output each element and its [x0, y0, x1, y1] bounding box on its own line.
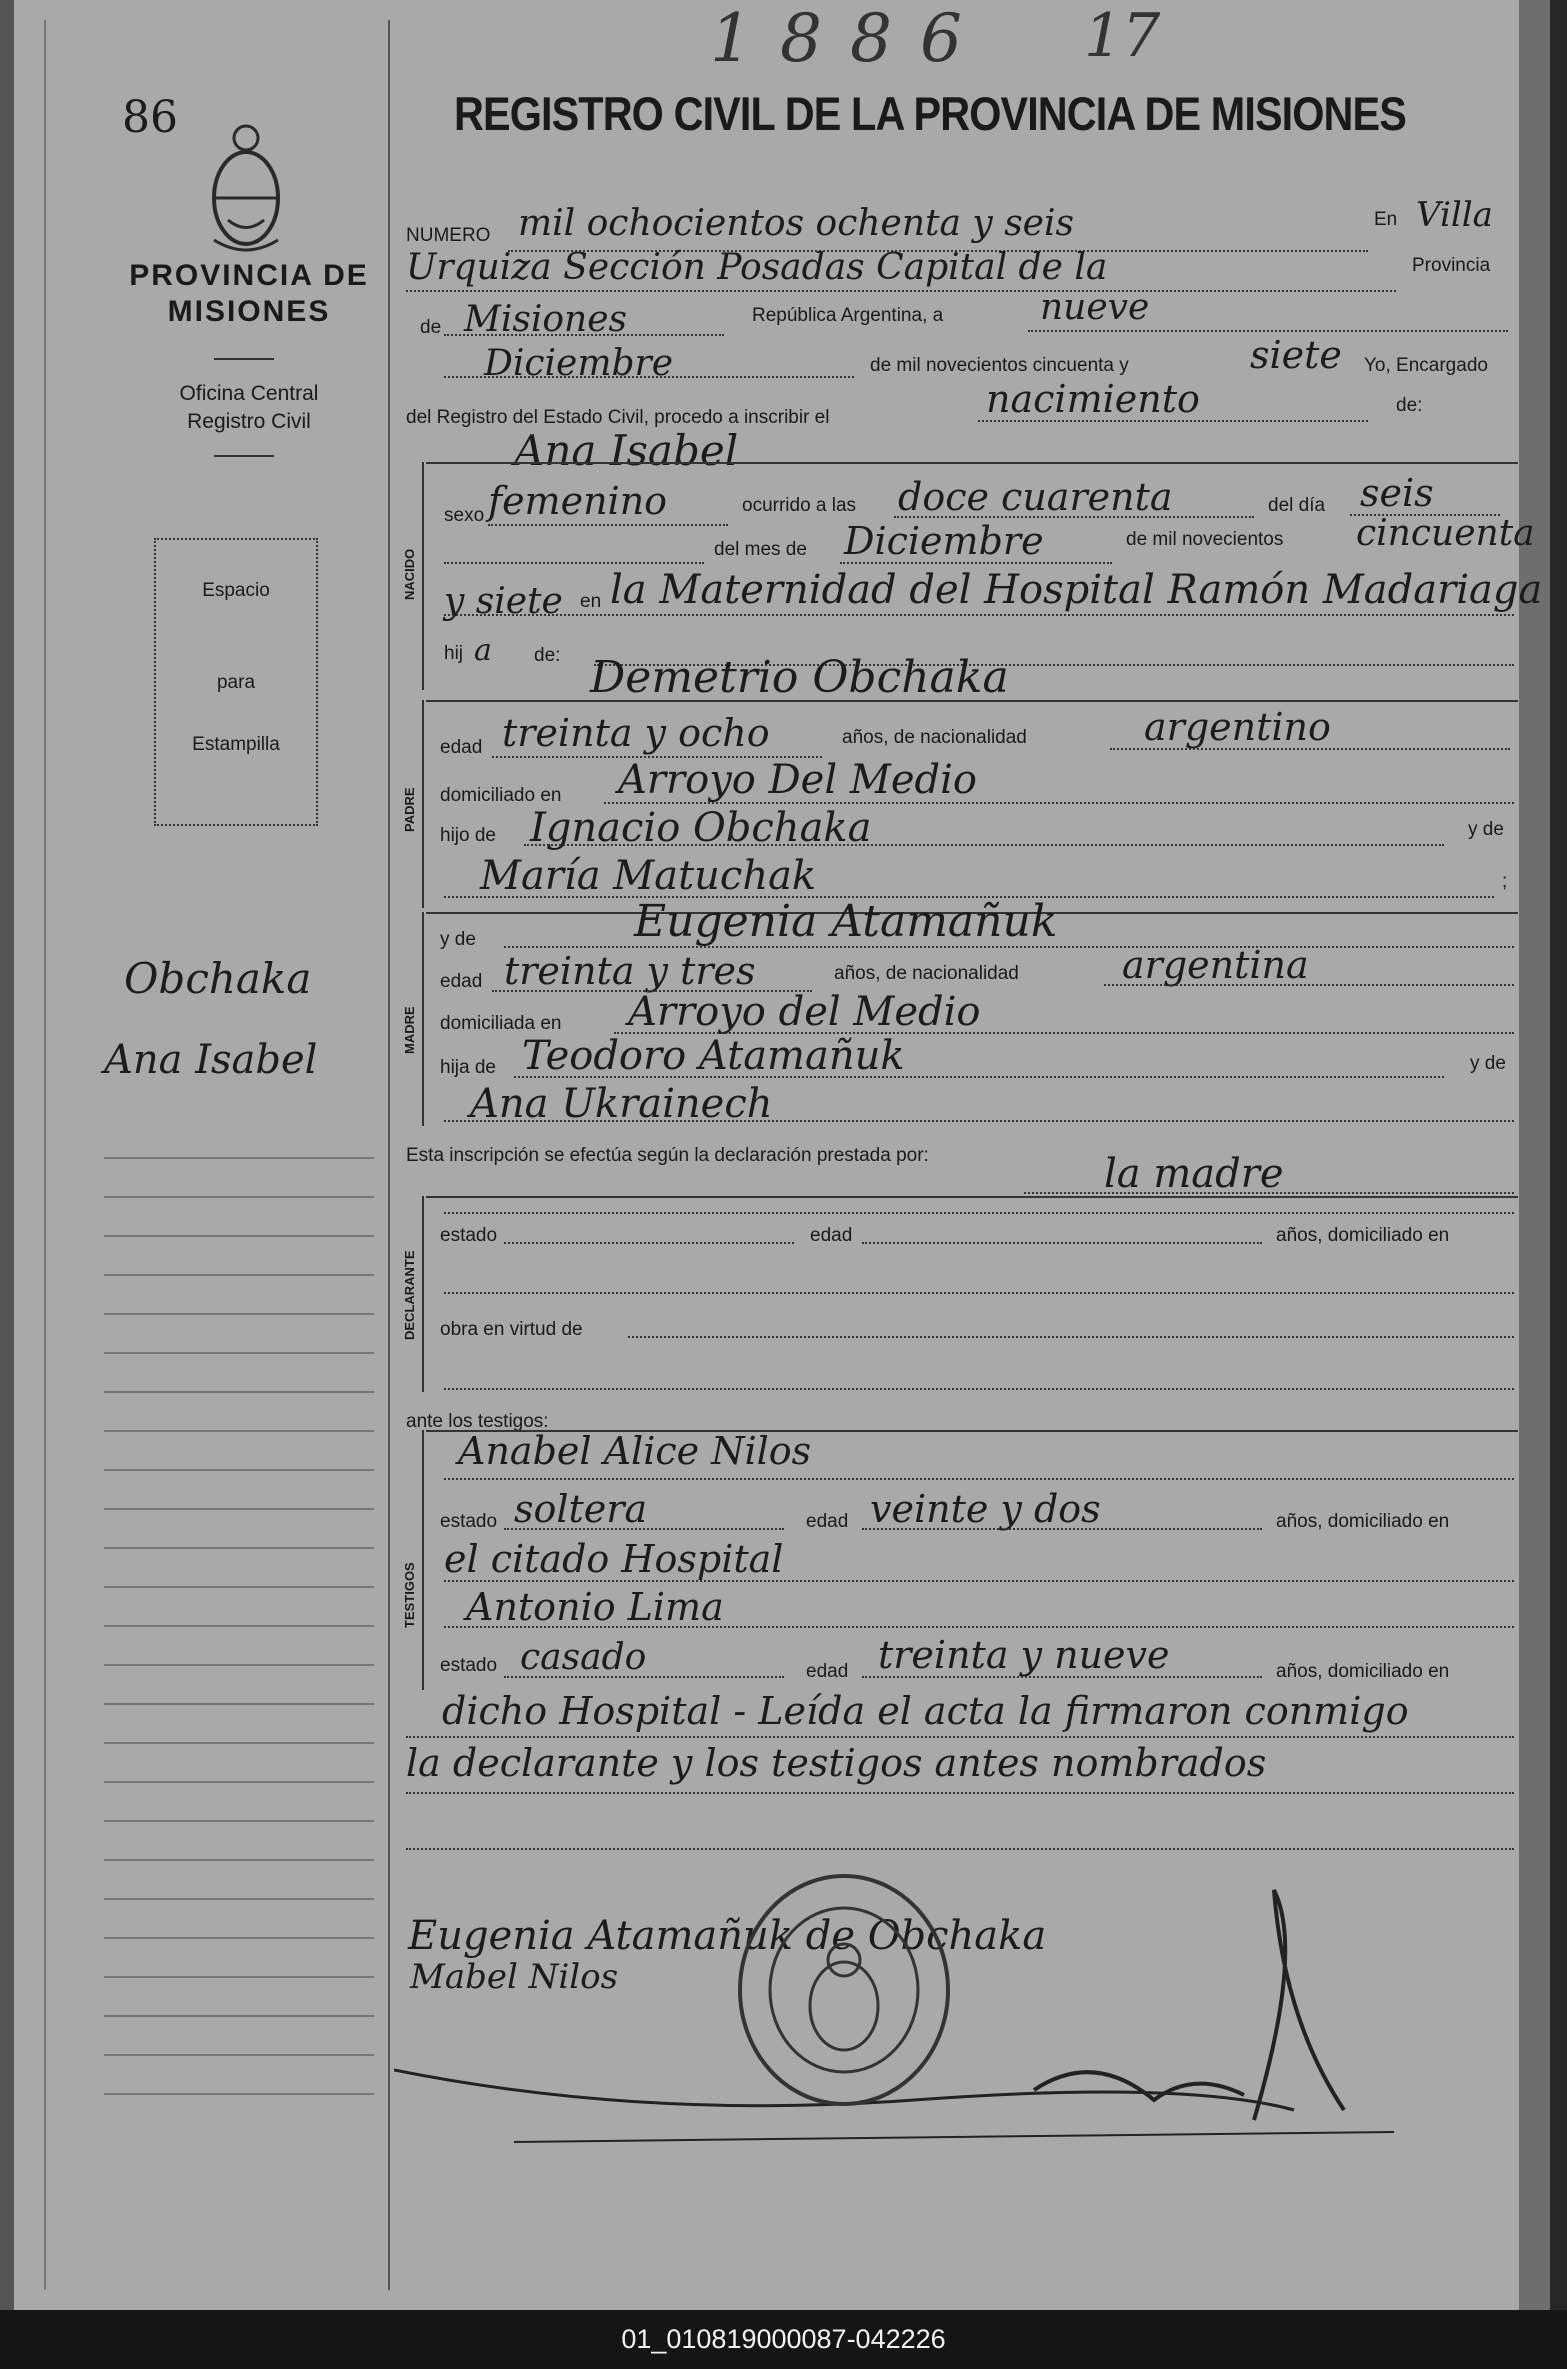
- declarante-section-label: DECLARANTE: [402, 1250, 417, 1340]
- nacido-bracket: [422, 462, 424, 690]
- de-label: de: [420, 317, 442, 338]
- del-dia-label: del día: [1268, 495, 1326, 516]
- margin-note-surname: Obchaka: [124, 954, 312, 1003]
- nacido-section-label: NACIDO: [402, 548, 417, 600]
- declaracion-line: [1024, 1192, 1514, 1194]
- declarante-obra-label: obra en virtud de: [440, 1319, 583, 1340]
- witness2-estado-line: [504, 1676, 784, 1678]
- madre-edad-label: edad: [440, 971, 483, 992]
- declarante-edad-line: [862, 1242, 1262, 1244]
- mes-line: [840, 562, 1112, 564]
- padre-hijo-de-label: hijo de: [440, 825, 496, 846]
- blank-rule-1: [406, 1848, 1514, 1850]
- declarante-obra-line-2: [444, 1388, 1514, 1390]
- closing-line1: dicho Hospital - Leída el acta la firmaron conmigo: [442, 1689, 1409, 1733]
- stamp-line3: Estampilla: [192, 734, 280, 755]
- declarante-estado-label: estado: [440, 1225, 498, 1246]
- witness2-edad: treinta y nueve: [878, 1633, 1170, 1677]
- witness1-domicilio: el citado Hospital: [444, 1537, 784, 1581]
- stamp-line2: para: [216, 672, 256, 693]
- madre-domicilio-value: Arroyo del Medio: [628, 989, 981, 1035]
- sexo-value: femenino: [488, 479, 668, 523]
- page-edge: [1519, 0, 1550, 2310]
- madre-father-value: Teodoro Atamañuk: [522, 1033, 905, 1079]
- madre-nacionalidad-line: [1104, 984, 1514, 986]
- act-line: [978, 420, 1368, 422]
- witness1-edad-line: [862, 1528, 1262, 1530]
- witness1-estado-label: estado: [440, 1511, 498, 1532]
- padre-nacionalidad-line: [1110, 748, 1510, 750]
- madre-domicilio-label: domiciliada en: [440, 1013, 562, 1034]
- witness1-name-line: [444, 1478, 1514, 1480]
- declaracion-text: Esta inscripción se efectúa según la declaración prestada por:: [406, 1145, 929, 1166]
- witness1-domicilio-label: años, domiciliado en: [1276, 1511, 1450, 1532]
- testigos-section-label: TESTIGOS: [402, 1562, 417, 1628]
- numero-value: mil ochocientos ochenta y seis: [518, 203, 1074, 244]
- witness2-name-line: [444, 1626, 1514, 1628]
- padre-nacionalidad-value: argentino: [1144, 705, 1331, 749]
- declaracion-value: la madre: [1104, 1151, 1284, 1197]
- year-label: de mil novecientos cincuenta y: [870, 355, 1129, 376]
- hora-line: [894, 516, 1254, 518]
- sidebar-rule-2: [214, 455, 274, 457]
- stamp-line1: Espacio: [202, 580, 270, 601]
- province-value: Misiones: [464, 299, 628, 340]
- sidebar-rule: [214, 358, 274, 360]
- dia-value: seis: [1360, 471, 1434, 515]
- padre-edad-label: edad: [440, 737, 483, 758]
- madre-edad-value: treinta y tres: [504, 949, 756, 993]
- witness2-estado: casado: [520, 1637, 647, 1678]
- declarante-edad-label: edad: [810, 1225, 853, 1246]
- madre-mother-line: [444, 1120, 1514, 1122]
- record-annotation: 17: [1084, 1, 1161, 71]
- sidebar-ruled-lines: [104, 1120, 374, 2120]
- hijo-value: a: [474, 633, 492, 668]
- en-label: En: [1374, 209, 1398, 230]
- province-line2: MISIONES: [167, 295, 331, 328]
- locality-value: Urquiza Sección Posadas Capital de la: [406, 247, 1108, 288]
- witness1-estado: soltera: [514, 1487, 648, 1531]
- padre-y-de-label: y de: [1468, 819, 1504, 840]
- nacido-top-rule: [426, 462, 1518, 464]
- witness2-edad-line: [862, 1676, 1262, 1678]
- image-id-footer: 01_010819000087-042226: [0, 2310, 1567, 2369]
- sidebar-divider: [388, 20, 390, 2290]
- registro-label: del Registro del Estado Civil, procedo a inscribir el: [406, 407, 830, 428]
- day-line: [1028, 330, 1508, 332]
- office-heading: [134, 380, 364, 436]
- anio-label: de mil novecientos: [1126, 529, 1284, 550]
- folio-number: 86: [122, 92, 178, 143]
- madre-hija-de-label: hija de: [440, 1057, 496, 1078]
- declarante-estado-line: [504, 1242, 794, 1244]
- declarante-domicilio-label: años, domiciliado en: [1276, 1225, 1450, 1246]
- de-colon: de:: [1396, 395, 1423, 416]
- sexo-line: [488, 524, 728, 526]
- witness1-name: Anabel Alice Nilos: [458, 1429, 812, 1473]
- testigos-ante-label: ante los testigos:: [406, 1411, 549, 1432]
- padre-top-rule: [426, 700, 1518, 702]
- declarante-top-rule: [426, 1196, 1518, 1198]
- madre-nacionalidad-value: argentina: [1122, 943, 1309, 987]
- office-line1: Oficina Central: [179, 382, 319, 405]
- madre-y-de2-label: y de: [1470, 1053, 1506, 1074]
- provincia-label: Provincia: [1412, 255, 1491, 276]
- month-line: [444, 376, 854, 378]
- witness1-estado-line: [504, 1528, 784, 1530]
- mes-lead-line: [444, 562, 704, 564]
- office-line2: Registro Civil: [187, 410, 311, 433]
- padre-nacionalidad-label: años, de nacionalidad: [842, 727, 1027, 748]
- anio-value2: y siete: [444, 581, 563, 622]
- padre-edad-value: treinta y ocho: [502, 711, 770, 755]
- month-value: Diciembre: [484, 343, 674, 384]
- witness2-edad-label: edad: [806, 1661, 849, 1682]
- signature-witness: Mabel Nilos: [410, 1957, 619, 1997]
- province-line1: PROVINCIA DE: [129, 259, 369, 292]
- madre-father-line: [514, 1076, 1444, 1078]
- page-title: REGISTRO CIVIL DE LA PROVINCIA DE MISIONES: [454, 87, 1406, 140]
- mes-value: Diciembre: [844, 519, 1044, 563]
- madre-nacionalidad-label: años, de nacionalidad: [834, 963, 1019, 984]
- madre-name: Eugenia Atamañuk: [634, 896, 1058, 947]
- padre-mother-value: María Matuchak: [480, 853, 817, 899]
- padre-bracket: [422, 700, 424, 908]
- nacido-name: Ana Isabel: [514, 426, 739, 475]
- madre-mother-value: Ana Ukrainech: [470, 1081, 773, 1127]
- day-value: nueve: [1040, 287, 1150, 328]
- numero-label: NUMERO: [406, 225, 491, 246]
- declarante-name-line: [444, 1212, 1514, 1214]
- declarante-obra-line: [628, 1336, 1514, 1338]
- madre-bracket: [422, 912, 424, 1126]
- year-value: siete: [1250, 333, 1342, 377]
- coat-of-arms-icon: [206, 120, 286, 260]
- locality-line: [406, 290, 1396, 292]
- closing-line2: la declarante y los testigos antes nombrados: [406, 1741, 1267, 1785]
- witness2-domicilio-label: años, domiciliado en: [1276, 1661, 1450, 1682]
- madre-y-de-label: y de: [440, 929, 476, 950]
- testigos-bracket: [422, 1430, 424, 1690]
- act-value: nacimiento: [986, 377, 1200, 421]
- en-label-2: en: [580, 591, 602, 612]
- hora-value: doce cuarenta: [898, 475, 1173, 519]
- signature-declarante: Eugenia Atamañuk de Obchaka: [408, 1913, 1047, 1959]
- registry-seal: [734, 1870, 954, 2110]
- republica-label: República Argentina, a: [752, 305, 944, 326]
- ocurrido-label: ocurrido a las: [742, 495, 857, 516]
- lugar-line: [444, 614, 1514, 616]
- padre-section-label: PADRE: [402, 787, 417, 832]
- hijo-label: hij: [444, 643, 464, 664]
- signature-flourish: [394, 1870, 1514, 2190]
- declarante-bracket: [422, 1196, 424, 1392]
- book-binding: [0, 0, 14, 2310]
- padre-father-line: [524, 844, 1444, 846]
- province-line: [444, 334, 724, 336]
- witness2-estado-label: estado: [440, 1655, 498, 1676]
- padre-semicolon: ;: [1502, 871, 1508, 892]
- closing-line2-rule: [406, 1792, 1514, 1794]
- outer-rule: [44, 20, 46, 2290]
- mes-label: del mes de: [714, 539, 807, 560]
- madre-section-label: MADRE: [402, 1006, 417, 1054]
- encargado-label: Yo, Encargado: [1364, 355, 1488, 376]
- hijo-de-label: de:: [534, 645, 561, 666]
- anio-value: cincuenta: [1356, 513, 1535, 554]
- closing-line1-rule: [406, 1736, 1514, 1738]
- witness1-edad-label: edad: [806, 1511, 849, 1532]
- margin-note-given: Ana Isabel: [104, 1037, 318, 1083]
- en-value: Villa: [1416, 195, 1493, 235]
- padre-domicilio-line: [604, 802, 1514, 804]
- declarante-domicilio-line: [444, 1292, 1514, 1294]
- sexo-label: sexo: [444, 505, 485, 526]
- lugar-value: la Maternidad del Hospital Ramón Madariaga: [610, 567, 1543, 613]
- province-heading: [104, 258, 394, 330]
- witness1-edad: veinte y dos: [870, 1487, 1101, 1531]
- padre-domicilio-value: Arroyo Del Medio: [618, 757, 977, 803]
- year-annotation: 1886: [710, 0, 990, 77]
- madre-name-line: [504, 946, 1514, 948]
- stamp-box: [154, 538, 318, 826]
- padre-father-value: Ignacio Obchaka: [530, 805, 872, 851]
- padre-name: Demetrio Obchaka: [590, 652, 1009, 703]
- witness2-name: Antonio Lima: [466, 1585, 724, 1629]
- witness1-domicilio-line: [444, 1580, 1514, 1582]
- padre-domicilio-label: domiciliado en: [440, 785, 562, 806]
- register-page: [14, 0, 1550, 2310]
